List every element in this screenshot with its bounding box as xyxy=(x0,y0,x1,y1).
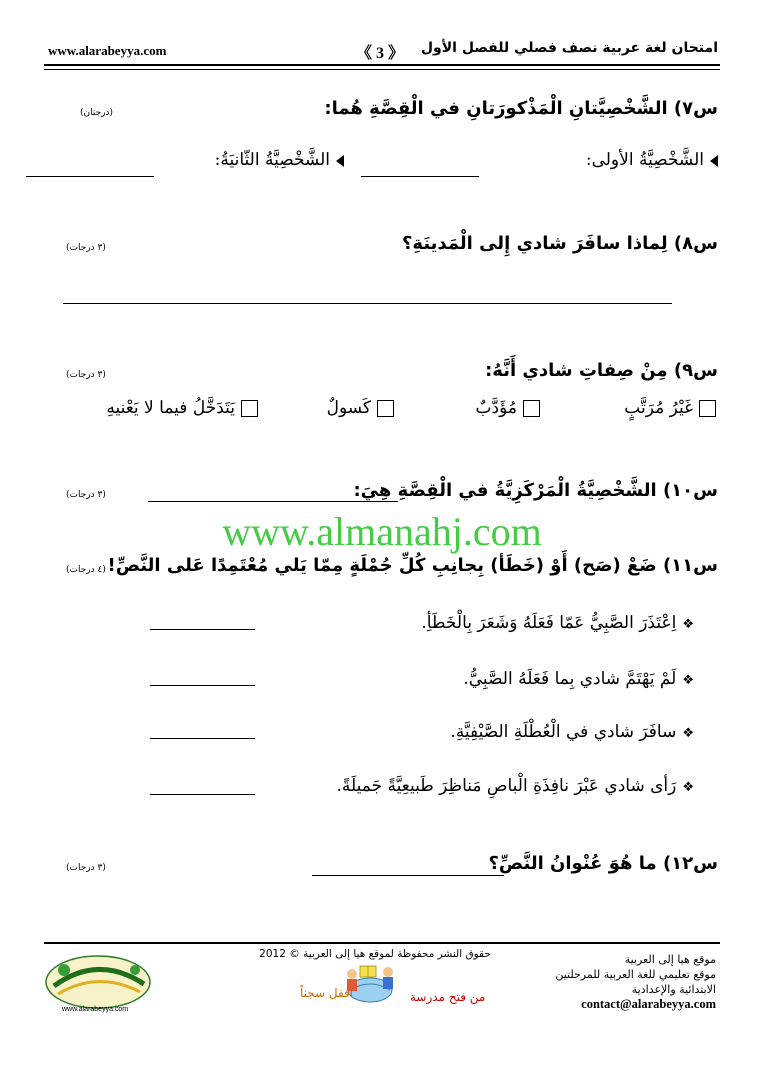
pointer-icon xyxy=(336,155,344,167)
header-title: امتحان لغة عربية نصف فصلي للفصل الأول xyxy=(420,40,718,56)
points-q9: (٣ درجات) xyxy=(66,370,106,380)
q11-statement-4-text: رَأى شادي عَبْرَ نافِذَةِ الْباصِ مَناظِرَ طَبيعِيَّةً جَميلَةً. xyxy=(336,776,677,796)
checkbox[interactable] xyxy=(699,400,716,417)
header-divider-thin xyxy=(44,69,720,70)
diamond-bullet-icon: ❖ xyxy=(682,726,694,741)
question-7: س٧) الشَّخْصِيَّتانِ الْمَذْكورَتانِ في الْقِصَّةِ هُما: xyxy=(324,98,718,119)
q7-first-character xyxy=(586,150,718,170)
q8-answer-line[interactable] xyxy=(63,303,672,304)
q9-option-4[interactable] xyxy=(106,398,258,418)
question-11: س١١) ضَعْ (صَح) أَوْ (خَطَأ) بِجانِبِ كُلِّ جُمْلَةٍ مِمّا يَلي مُعْتَمِدًا عَلى النَّصِّ! xyxy=(107,555,718,576)
question-8: س٨) لِماذا سافَرَ شادي إِلى الْمَدينَةِ؟ xyxy=(401,233,718,254)
q12-answer-line[interactable] xyxy=(312,875,504,876)
q9-option-4-label: يَتَدَخَّلُ فيما لا يَعْنيهِ xyxy=(106,398,235,418)
watermark: www.almanahj.com xyxy=(222,509,542,554)
q11-answer-line-3[interactable] xyxy=(150,738,255,739)
q11-statement-3 xyxy=(450,722,694,742)
points-q8: (٣ درجات) xyxy=(66,243,106,253)
q9-option-1[interactable] xyxy=(624,398,716,418)
logo-url: www.alarabeyya.com xyxy=(62,1006,129,1013)
checkbox[interactable] xyxy=(377,400,394,417)
footer-contact-email[interactable]: contact@alarabeyya.com xyxy=(581,997,716,1011)
checkbox[interactable] xyxy=(241,400,258,417)
q11-statement-2 xyxy=(463,669,694,689)
footer-site-desc-1: موقع تعليمي للغة العربية للمرحلتين xyxy=(555,968,716,981)
question-10: س١٠) الشَّخْصِيَّةُ الْمَرْكَزِيَّةُ في الْقِصَّةِ هِيَ: xyxy=(353,480,718,501)
checkbox[interactable] xyxy=(523,400,540,417)
q7-second-character xyxy=(215,150,344,170)
q9-option-1-label: غَيْرُ مُرَتَّبٍ xyxy=(624,398,693,418)
page-number: 《 3 》 xyxy=(355,45,404,62)
footer-slogan-left: أقفل سجناً xyxy=(300,986,354,1000)
footer-divider xyxy=(44,942,720,944)
points-q12: (٣ درجات) xyxy=(66,863,106,873)
q9-option-2[interactable] xyxy=(476,398,540,418)
points-q10: (٣ درجات) xyxy=(66,490,106,500)
q10-answer-line[interactable] xyxy=(148,501,398,502)
footer-site-name: موقع هيا إلى العربية xyxy=(624,953,716,966)
header-site-url[interactable]: www.alarabeyya.com xyxy=(48,43,167,58)
footer-site-info xyxy=(555,952,716,1012)
pointer-icon xyxy=(710,155,718,167)
footer-slogan-right: من فتح مدرسة xyxy=(410,990,486,1004)
q11-statement-3-text: سافَرَ شادي في الْعُطْلَةِ الصَّيْفِيَّةِ. xyxy=(450,722,677,742)
q7-second-answer-line[interactable] xyxy=(26,176,154,177)
q11-answer-line-1[interactable] xyxy=(150,629,255,630)
header-divider xyxy=(44,64,720,66)
diamond-bullet-icon: ❖ xyxy=(682,673,694,688)
q11-statement-4 xyxy=(337,776,694,796)
q11-statement-1 xyxy=(421,613,694,633)
q7-first-answer-line[interactable] xyxy=(361,176,479,177)
q11-answer-line-2[interactable] xyxy=(150,685,255,686)
footer-copyright: حقوق النشر محفوظة لموقع هيا إلى العربية © 2012 xyxy=(259,948,491,960)
q7-first-label: الشَّخْصِيَّةُ الأولى: xyxy=(585,150,704,170)
diamond-bullet-icon: ❖ xyxy=(682,780,694,795)
points-q7: (درجتان) xyxy=(80,108,114,118)
q7-second-label: الشَّخْصِيَّةُ الثّانيَةُ: xyxy=(214,150,330,170)
diamond-bullet-icon: ❖ xyxy=(682,617,694,632)
question-12: س١٢) ما هُوَ عُنْوانُ النَّصِّ؟ xyxy=(488,853,718,874)
q11-answer-line-4[interactable] xyxy=(150,794,255,795)
q11-statement-2-text: لَمْ يَهْتَمَّ شادي بِما فَعَلَهُ الصَّبِيُّ. xyxy=(463,669,677,689)
question-9: س٩) مِنْ صِفاتِ شادي أَنَّهُ: xyxy=(485,360,718,381)
footer-site-desc-2: الابتدائية والإعدادية xyxy=(631,983,716,996)
q9-option-3-label: كَسولٌ xyxy=(326,398,371,418)
points-q11: (٤ درجات) xyxy=(66,565,106,575)
q9-option-3[interactable] xyxy=(327,398,394,418)
q9-option-2-label: مُؤَدَّبٌ xyxy=(475,398,517,418)
q11-statement-1-text: اِعْتَذَرَ الصَّبِيُّ عَمّا فَعَلَهُ وَشَعَرَ بِالْخَطَأِ. xyxy=(421,613,677,633)
